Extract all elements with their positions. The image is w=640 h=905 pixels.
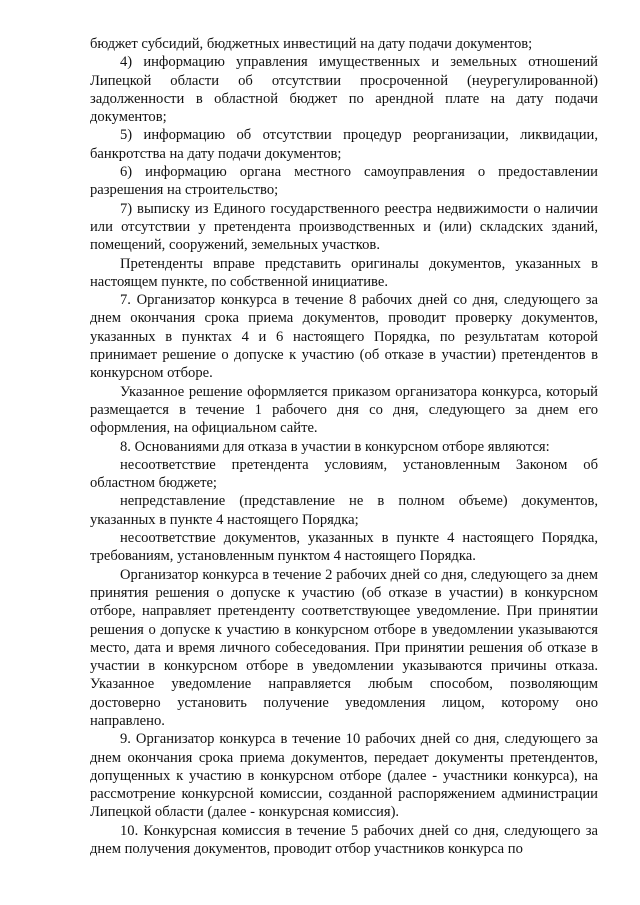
- paragraph-section-7: 7. Организатор конкурса в течение 8 рабочих дней со дня, следующего за днем окончания срока приема документов, проводит проверку документов, указанных в пунктах 4 и 6 настоящего Порядка, по результатам которой принимает решение о допуске к участию (об отказе в участии) претендентов в конкурсном отборе.: [90, 292, 598, 382]
- paragraph-section-9: 9. Организатор конкурса в течение 10 рабочих дней со дня, следующего за днем окончания срока приема документов, передает документы претендентов, допущенных к участию в конкурсном отборе (далее - участники конкурса), на рассмотрение конкурсной комиссии, созданной распоряжением администрации Липецкой области (далее - конкурсная комиссия).: [90, 731, 598, 821]
- paragraph-item-4: 4) информацию управления имущественных и земельных отношений Липецкой области об отсутствии просроченной (неурегулированной) задолженности в областной бюджет по арендной плате на дату подачи документов;: [90, 54, 598, 126]
- paragraph-continuation: бюджет субсидий, бюджетных инвестиций на дату подачи документов;: [90, 36, 533, 52]
- paragraph-item-6: 6) информацию органа местного самоуправления о предоставлении разрешения на строительство;: [90, 164, 598, 199]
- paragraph-decision: Указанное решение оформляется приказом организатора конкурса, который размещается в течение 1 рабочего дня со дня, следующего за днем его оформления, на официальном сайте.: [90, 383, 598, 437]
- paragraph-item-7: 7) выписку из Единого государственного реестра недвижимости о наличии или отсутствии у претендента производственных и (или) складских зданий, помещений, сооружений, земельных участков.: [90, 200, 598, 254]
- paragraph-originals: Претенденты вправе представить оригиналы документов, указанных в настоящем пункте, по собственной инициативе.: [90, 255, 598, 290]
- paragraph-refusal-reason-1: несоответствие претендента условиям, установленным Законом об областном бюджете;: [90, 456, 598, 492]
- paragraph-refusal-reason-3: несоответствие документов, указанных в пункте 4 настоящего Порядка, требованиям, установленным пунктом 4 настоящего Порядка.: [90, 530, 598, 565]
- paragraph-notification: Организатор конкурса в течение 2 рабочих дней со дня, следующего за днем принятия решения о допуске к участию (об отказе в участии) в конкурсном отборе, направляет претенденту соответствующее уведомление. При принятии решения о допуске к участию в конкурсном отборе в уведомлении указываются место, дата и время личного собеседования. При принятии решения об отказе в участии в конкурсном отборе в уведомлении указываются причины отказа. Указанное уведомление направляется любым способом, позволяющим достоверно установить получение уведомления лицом, которому оно направлено.: [90, 566, 598, 729]
- document-page: [90, 35, 598, 858]
- paragraph-refusal-reason-2: непредставление (представление не в полном объеме) документов, указанных в пункте 4 настоящего Порядка;: [90, 493, 598, 528]
- paragraph-item-5: 5) информацию об отсутствии процедур реорганизации, ликвидации, банкротства на дату подачи документов;: [90, 127, 598, 162]
- paragraph-section-8: 8. Основаниями для отказа в участии в конкурсном отборе являются:: [120, 438, 550, 455]
- paragraph-section-10: 10. Конкурсная комиссия в течение 5 рабочих дней со дня, следующего за днем получения документов, проводит отбор участников конкурса по: [90, 822, 598, 858]
